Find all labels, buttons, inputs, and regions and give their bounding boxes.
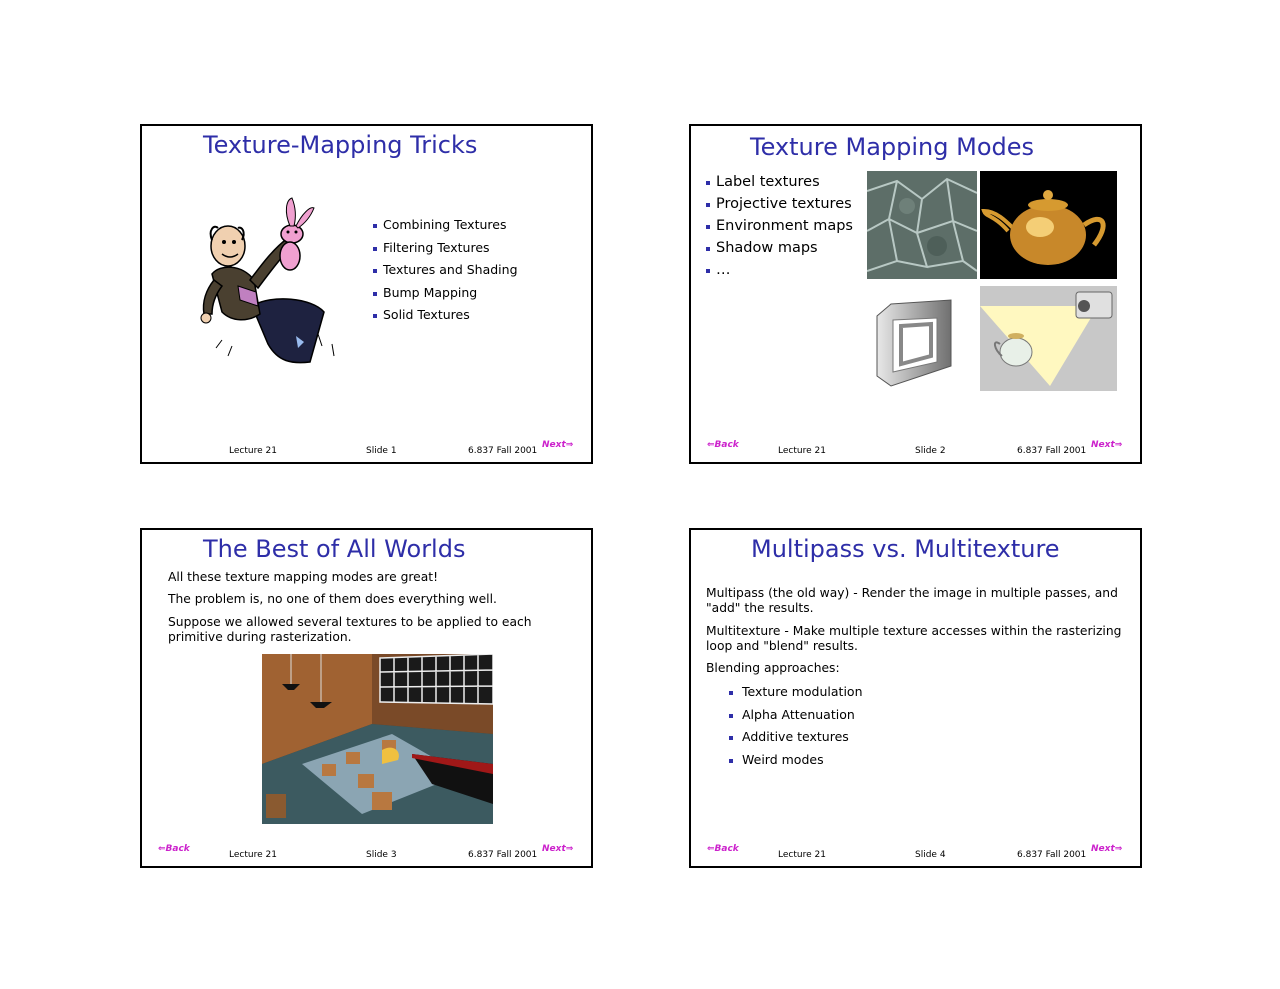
list-item: Solid Textures <box>373 304 518 327</box>
back-button[interactable]: ⇐Back <box>158 844 190 854</box>
paragraph: All these texture mapping modes are great! <box>168 570 439 584</box>
cube-shadow-image <box>871 296 961 392</box>
list-item: Additive textures <box>729 726 863 749</box>
slide-title: Multipass vs. Multitexture <box>751 535 1060 563</box>
list-item: Alpha Attenuation <box>729 704 863 727</box>
footer-lecture: Lecture 21 <box>229 850 277 860</box>
bullet-list <box>373 214 518 327</box>
list-item: Texture modulation <box>729 681 863 704</box>
bullet-list <box>729 681 863 771</box>
projective-texture-image <box>980 286 1117 391</box>
footer-course: 6.837 Fall 2001 <box>468 850 538 860</box>
back-button[interactable]: ⇐Back <box>707 440 739 450</box>
slide-1 <box>140 124 593 464</box>
list-item: Environment maps <box>706 215 853 237</box>
paragraph: Multipass (the old way) - Render the image in multiple passes, and "add" the results. <box>706 586 1118 615</box>
slide-title: Texture-Mapping Tricks <box>203 131 478 159</box>
paragraph: Blending approaches: <box>706 661 840 675</box>
next-button[interactable]: Next⇒ <box>1091 844 1123 854</box>
slide-3 <box>140 528 593 868</box>
textured-room-render-image <box>262 654 493 824</box>
back-button[interactable]: ⇐Back <box>707 844 739 854</box>
slide-title: The Best of All Worlds <box>203 535 466 563</box>
slide-2 <box>689 124 1142 464</box>
list-item: Label textures <box>706 171 853 193</box>
list-item: Textures and Shading <box>373 259 518 282</box>
slide-4 <box>689 528 1142 868</box>
list-item: Combining Textures <box>373 214 518 237</box>
paragraph: The problem is, no one of them does everything well. <box>168 592 497 606</box>
list-item: Bump Mapping <box>373 282 518 305</box>
footer-course: 6.837 Fall 2001 <box>1017 446 1087 456</box>
footer-lecture: Lecture 21 <box>778 850 826 860</box>
teapot-environment-map-image <box>980 171 1117 279</box>
paragraph: Multitexture - Make multiple texture accesses within the rasterizing loop and "blend" results. <box>706 624 1122 653</box>
list-item: Weird modes <box>729 749 863 772</box>
marble-texture-image <box>867 171 977 279</box>
list-item: … <box>706 259 853 281</box>
footer-slide-number: Slide 1 <box>366 446 397 456</box>
footer-slide-number: Slide 4 <box>915 850 946 860</box>
paragraph: Suppose we allowed several textures to be applied to each primitive during rasterization. <box>168 615 532 644</box>
list-item: Projective textures <box>706 193 853 215</box>
footer-lecture: Lecture 21 <box>778 446 826 456</box>
next-button[interactable]: Next⇒ <box>1091 440 1123 450</box>
footer-course: 6.837 Fall 2001 <box>1017 850 1087 860</box>
footer-course: 6.837 Fall 2001 <box>468 446 538 456</box>
list-item: Shadow maps <box>706 237 853 259</box>
bullet-list <box>706 171 853 281</box>
slide-title: Texture Mapping Modes <box>750 133 1035 161</box>
footer-lecture: Lecture 21 <box>229 446 277 456</box>
magician-illustration <box>192 194 342 366</box>
next-button[interactable]: Next⇒ <box>542 844 574 854</box>
footer-slide-number: Slide 3 <box>366 850 397 860</box>
next-button[interactable]: Next⇒ <box>542 440 574 450</box>
list-item: Filtering Textures <box>373 237 518 260</box>
footer-slide-number: Slide 2 <box>915 446 946 456</box>
